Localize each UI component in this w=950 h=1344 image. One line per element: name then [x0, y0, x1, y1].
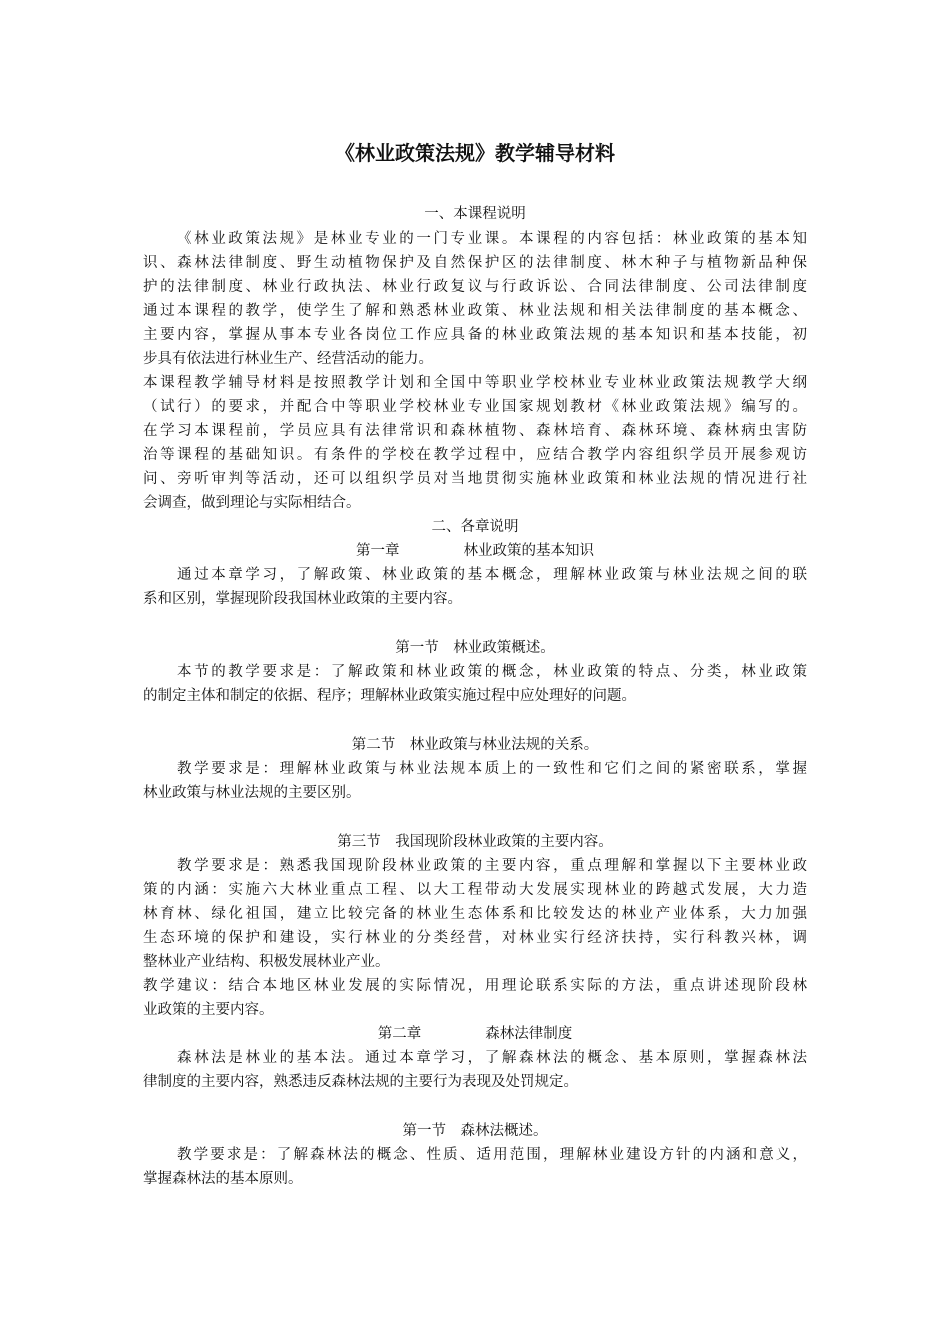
chapter-heading-1	[143, 539, 807, 563]
paragraph-line: 步具有依法进行林业生产、经营活动的能力。	[143, 351, 433, 367]
paragraph-line: 业政策的主要内容。	[143, 1002, 274, 1018]
paragraph-line: 教学建议：结合本地区林业发展的实际情况，用理论联系实际的方法，重点讲述现阶段林	[143, 978, 807, 994]
section-heading-chapters: 二、各章说明	[431, 519, 519, 535]
chapter-heading-2	[143, 1022, 807, 1046]
document-title: 《林业政策法规》教学辅导材料	[335, 141, 615, 165]
paragraph-line: （试行）的要求，并配合中等职业学校林业专业国家规划教材《林业政策法规》编写的。	[143, 399, 807, 415]
paragraph-line: 整林业产业结构、积极发展林业产业。	[143, 954, 390, 970]
paragraph-line: 生态环境的保护和建设，实行林业的分类经营，对林业实行经济扶持，实行科教兴林，调	[143, 930, 807, 946]
paragraph-line: 通过本章学习，了解政策、林业政策的基本概念，理解林业政策与林业法规之间的联	[177, 567, 807, 583]
paragraph-line: 会调查，做到理论与实际相结合。	[143, 495, 361, 511]
paragraph-line: 的制定主体和制定的依据、程序；理解林业政策实施过程中应处理好的问题。	[143, 688, 636, 704]
paragraph-line: 教学要求是：理解林业政策与林业法规本质上的一致性和它们之间的紧密联系，掌握	[177, 761, 807, 777]
paragraph-line: 治等课程的基础知识。有条件的学校在教学过程中，应结合教学内容组织学员开展参观访	[143, 447, 807, 463]
section-title: 第一节 林业政策概述。	[395, 640, 555, 656]
paragraph-line: 在学习本课程前，学员应具有法律常识和森林植物、森林培育、森林环境、森林病虫害防	[143, 423, 807, 439]
paragraph-line: 识、森林法律制度、野生动植物保护及自然保护区的法律制度、林木种子与植物新品种保	[143, 255, 807, 271]
paragraph-line: 护的法律制度、林业行政执法、林业行政复议与行政诉讼、合同法律制度、公司法律制度	[143, 279, 807, 295]
chapter-label: 第二章	[377, 1026, 422, 1042]
section-title: 第一节 森林法概述。	[402, 1123, 548, 1139]
paragraph-line: 教学要求是：了解森林法的概念、性质、适用范围，理解林业建设方针的内涵和意义，	[177, 1147, 807, 1163]
chapter-name: 森林法律制度	[485, 1026, 573, 1042]
section-title: 第二节 林业政策与林业法规的关系。	[351, 737, 599, 753]
paragraph-line: 森林法是林业的基本法。通过本章学习，了解森林法的概念、基本原则，掌握森林法	[177, 1050, 807, 1066]
paragraph-line: 教学要求是：熟悉我国现阶段林业政策的主要内容，重点理解和掌握以下主要林业政	[177, 858, 807, 874]
paragraph-line: 通过本课程的教学，使学生了解和熟悉林业政策、林业法规和相关法律制度的基本概念、	[143, 303, 807, 319]
paragraph-line: 策的内涵：实施六大林业重点工程、以大工程带动大发展实现林业的跨越式发展，大力造	[143, 882, 807, 898]
section-title: 第三节 我国现阶段林业政策的主要内容。	[337, 834, 613, 850]
paragraph-line: 本课程教学辅导材料是按照教学计划和全国中等职业学校林业专业林业政策法规教学大纲	[143, 375, 807, 391]
paragraph-line: 系和区别，掌握现阶段我国林业政策的主要内容。	[143, 591, 462, 607]
paragraph-line: 主要内容，掌握从事本专业各岗位工作应具备的林业政策法规的基本知识和基本技能，初	[143, 327, 807, 343]
chapter-label: 第一章	[356, 543, 400, 559]
section-heading-course-description: 一、本课程说明	[424, 206, 526, 222]
paragraph-line: 林业政策与林业法规的主要区别。	[143, 785, 361, 801]
paragraph-line: 问、旁听审判等活动，还可以组织学员对当地贯彻实施林业政策和林业法规的情况进行社	[143, 471, 807, 487]
paragraph-line: 本节的教学要求是：了解政策和林业政策的概念，林业政策的特点、分类，林业政策	[177, 664, 807, 680]
paragraph-line: 《林业政策法规》是林业专业的一门专业课。本课程的内容包括：林业政策的基本知	[177, 231, 807, 247]
chapter-name: 林业政策的基本知识	[463, 543, 594, 559]
paragraph-line: 律制度的主要内容，熟悉违反森林法规的主要行为表现及处罚规定。	[143, 1074, 578, 1090]
paragraph-line: 林育林、绿化祖国，建立比较完备的林业生态体系和比较发达的林业产业体系，大力加强	[143, 906, 807, 922]
paragraph-line: 掌握森林法的基本原则。	[143, 1171, 303, 1187]
